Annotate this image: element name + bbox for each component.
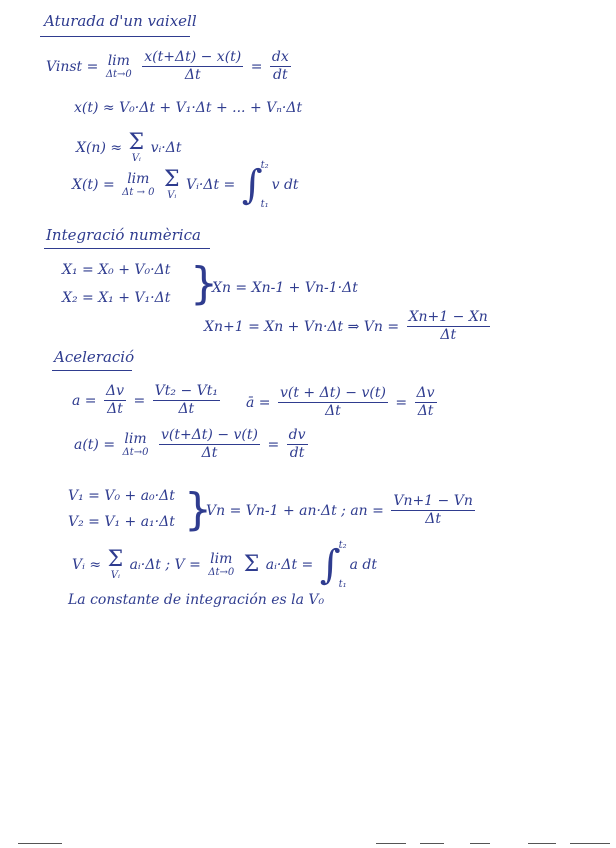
v-inst-lhs: Vinst = xyxy=(46,58,99,75)
sigma-symbol: Σ xyxy=(107,547,124,572)
sigma-symbol: Σ xyxy=(243,552,260,577)
fraction-denominator: Δt xyxy=(107,401,123,418)
position-integral-equation xyxy=(72,160,301,210)
derivative-dx-dt xyxy=(270,50,291,84)
numeric-eq-x1: X₁ = X₀ + V₀·Δt xyxy=(62,262,171,278)
at-lhs: a(t) = xyxy=(74,436,116,453)
curly-brace: } xyxy=(184,484,212,535)
abar-lhs: ā = xyxy=(246,394,271,411)
fraction-numerator: x(t+Δt) − x(t) xyxy=(142,50,243,67)
fraction-denominator: Δt xyxy=(417,403,434,420)
fraction-numerator: v(t + Δt) − v(t) xyxy=(278,386,388,403)
sum-term: aᵢ·Δt = xyxy=(265,557,314,573)
curly-brace: } xyxy=(190,258,218,309)
scan-mark xyxy=(528,843,556,844)
fraction-numerator: v(t+Δt) − v(t) xyxy=(159,428,260,445)
lim-word: lim xyxy=(124,430,147,447)
a-lhs: a = xyxy=(72,392,97,409)
lim-subscript: Δt → 0 xyxy=(122,187,155,199)
fraction xyxy=(278,386,388,420)
sigma-sum xyxy=(244,554,260,576)
integral-lower-bound: t₁ xyxy=(260,199,269,210)
integrand: v dt xyxy=(271,177,299,193)
fraction-numerator: Δv xyxy=(415,386,437,403)
limit-operator xyxy=(208,552,234,578)
integral-sign: ∫ xyxy=(319,542,341,588)
fraction xyxy=(104,384,126,418)
sum-term: Vᵢ·Δt = xyxy=(185,177,236,193)
numeric-eq-x2: X₂ = X₁ + V₁·Δt xyxy=(62,290,171,306)
limit-operator xyxy=(106,54,132,80)
title-underline xyxy=(44,248,210,249)
integral-upper-bound: t₂ xyxy=(260,160,269,171)
fraction-denominator: Δt xyxy=(178,401,195,418)
fraction-numerator: dv xyxy=(287,428,308,445)
title-underline xyxy=(52,370,132,371)
integral-upper-bound: t₂ xyxy=(338,540,347,551)
fraction-denominator: Δt xyxy=(325,403,341,420)
xn1-expression: Xn+1 = Xn + Vn·Δt ⇒ Vn = xyxy=(204,318,400,335)
lim-word: lim xyxy=(127,170,150,187)
limit-operator xyxy=(122,172,154,198)
vn-expression: Vn = Vn-1 + an·Δt ; an = xyxy=(206,502,384,519)
position-sum-expansion: x(t) ≈ V₀·Δt + V₁·Δt + ... + Vₙ·Δt xyxy=(74,100,303,116)
scan-mark xyxy=(570,843,610,844)
fraction-numerator: Vn+1 − Vn xyxy=(391,494,475,511)
lim-subscript: Δt→0 xyxy=(105,69,132,81)
fraction-denominator: dt xyxy=(273,67,288,84)
xt-lhs: X(t) = xyxy=(72,177,115,193)
velocity-integral xyxy=(72,540,379,590)
fraction xyxy=(391,494,475,528)
sum-term: aᵢ·Δt ; V = xyxy=(129,557,201,573)
velocity-eq-v2: V₂ = V₁ + a₁·Δt xyxy=(68,514,175,530)
acceleration-instant xyxy=(74,428,311,462)
integrand: a dt xyxy=(349,557,377,573)
integral-lower-bound: t₁ xyxy=(338,579,347,590)
equals-sign: = xyxy=(250,58,263,75)
sigma-subscript: Vᵢ xyxy=(167,190,177,201)
sigma-subscript: Vᵢ xyxy=(110,570,120,581)
limit-operator xyxy=(123,432,149,458)
velocity-from-positions xyxy=(204,310,493,344)
fraction-denominator: Δt xyxy=(184,67,201,84)
lim-word: lim xyxy=(210,550,233,567)
definite-integral xyxy=(320,540,377,590)
fraction xyxy=(159,428,260,462)
fraction-numerator: Δv xyxy=(104,384,126,401)
scan-mark xyxy=(470,843,490,844)
sigma-subscript: Vᵢ xyxy=(131,153,141,164)
fraction-numerator: Vt₂ − Vt₁ xyxy=(153,384,220,401)
difference-quotient xyxy=(142,50,243,84)
xn-lhs: X(n) ≈ xyxy=(76,140,123,156)
section-title-aceleracio: Aceleració xyxy=(54,348,135,366)
sum-term: vᵢ·Δt xyxy=(150,140,182,156)
v-inst-equation xyxy=(46,50,294,84)
integral-bounds xyxy=(339,540,347,590)
fraction xyxy=(153,384,220,418)
fraction xyxy=(287,428,308,462)
fraction xyxy=(415,386,437,420)
velocity-quotient xyxy=(407,310,490,344)
lim-subscript: Δt→0 xyxy=(122,447,149,459)
fraction-denominator: Δt xyxy=(201,445,218,462)
velocity-eq-vn xyxy=(206,494,478,528)
integral-bounds xyxy=(261,160,269,210)
scan-mark xyxy=(18,843,62,844)
acceleration-average xyxy=(72,384,223,418)
title-underline xyxy=(40,36,190,37)
lim-subscript: Δt→0 xyxy=(208,567,235,579)
sigma-sum xyxy=(108,549,124,581)
scan-mark xyxy=(420,843,444,844)
section-title-aturada: Aturada d'un vaixell xyxy=(44,12,197,30)
fraction-denominator: Δt xyxy=(425,511,441,528)
sigma-symbol: Σ xyxy=(128,130,145,155)
velocity-eq-v1: V₁ = V₀ + a₀·Δt xyxy=(68,488,175,504)
definite-integral xyxy=(242,160,299,210)
vi-lhs: Vᵢ ≈ xyxy=(72,557,102,573)
section-title-integracio: Integració numèrica xyxy=(46,226,201,244)
integration-constant-note: La constante de integración es la V₀ xyxy=(68,592,325,608)
scan-mark xyxy=(376,843,406,844)
sigma-symbol: Σ xyxy=(163,167,180,192)
sigma-sum xyxy=(164,169,180,201)
equals-sign: = xyxy=(267,436,280,453)
fraction-numerator: Xn+1 − Xn xyxy=(407,310,490,327)
fraction-numerator: dx xyxy=(270,50,291,67)
numeric-eq-xn: Xn = Xn-1 + Vn-1·Δt xyxy=(212,280,358,296)
fraction-denominator: Δt xyxy=(440,327,457,344)
fraction-denominator: dt xyxy=(289,445,305,462)
equals-sign: = xyxy=(395,394,408,411)
equals-sign: = xyxy=(133,392,146,409)
integral-sign: ∫ xyxy=(241,162,263,208)
lim-word: lim xyxy=(107,52,130,69)
acceleration-abar xyxy=(246,386,440,420)
